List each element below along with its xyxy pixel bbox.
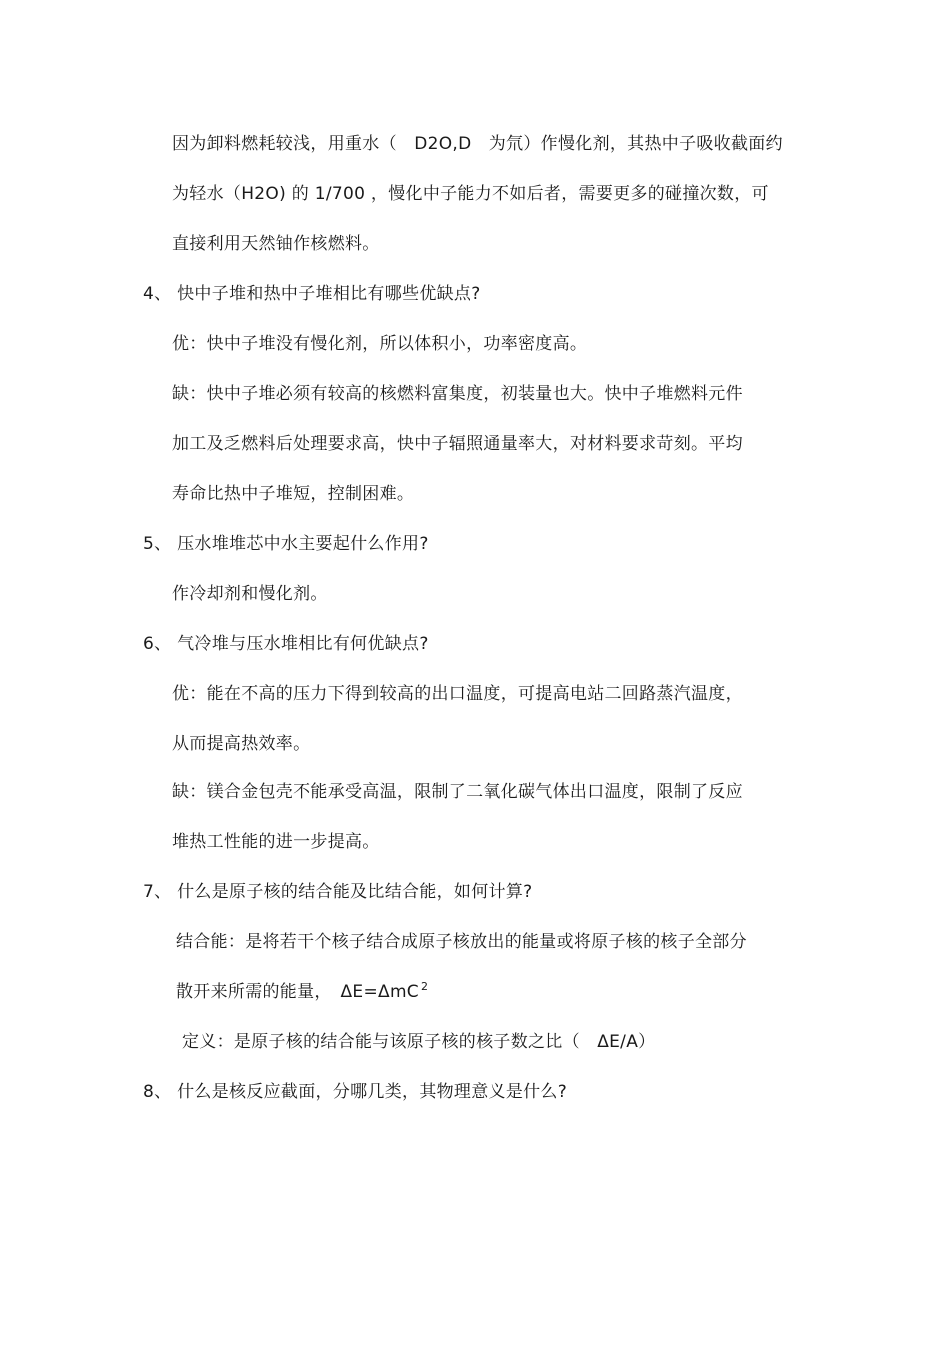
formula-text: 散开来所需的能量， ΔE=ΔmC: [176, 982, 419, 1002]
answer-line: 堆热工性能的进一步提高。: [172, 832, 380, 852]
answer-line: 定义：是原子核的结合能与该原子核的核子数之比（ ΔE/A）: [182, 1032, 656, 1052]
question-4: 4、 快中子堆和热中子堆相比有哪些优缺点?: [143, 284, 481, 304]
answer-line: 缺：镁合金包壳不能承受高温，限制了二氧化碳气体出口温度，限制了反应: [172, 782, 743, 802]
answer-line: 从而提高热效率。: [172, 734, 311, 754]
paragraph-line: 直接利用天然铀作核燃料。: [172, 234, 380, 254]
answer-line: 作冷却剂和慢化剂。: [172, 584, 328, 604]
formula-line: [176, 980, 428, 1004]
answer-line: 结合能：是将若干个核子结合成原子核放出的能量或将原子核的核子全部分: [176, 932, 747, 952]
question-7: 7、 什么是原子核的结合能及比结合能，如何计算?: [143, 882, 533, 902]
formula-superscript: 2: [420, 980, 429, 994]
question-8: 8、 什么是核反应截面，分哪几类，其物理意义是什么?: [143, 1082, 568, 1102]
question-6: 6、 气冷堆与压水堆相比有何优缺点?: [143, 634, 429, 654]
question-5: 5、 压水堆堆芯中水主要起什么作用?: [143, 534, 429, 554]
paragraph-line: 为轻水（H2O) 的 1/700 ，慢化中子能力不如后者，需要更多的碰撞次数，可: [172, 184, 769, 204]
paragraph-line: 因为卸料燃耗较浅，用重水（ D2O,D 为氘）作慢化剂，其热中子吸收截面约: [172, 134, 783, 154]
answer-line: 加工及乏燃料后处理要求高，快中子辐照通量率大，对材料要求苛刻。平均: [172, 434, 743, 454]
answer-line: 优：能在不高的压力下得到较高的出口温度，可提高电站二回路蒸汽温度，: [172, 684, 743, 704]
answer-line: 寿命比热中子堆短，控制困难。: [172, 484, 415, 504]
answer-line: 优：快中子堆没有慢化剂，所以体积小，功率密度高。: [172, 334, 588, 354]
answer-line: 缺：快中子堆必须有较高的核燃料富集度，初装量也大。快中子堆燃料元件: [172, 384, 743, 404]
